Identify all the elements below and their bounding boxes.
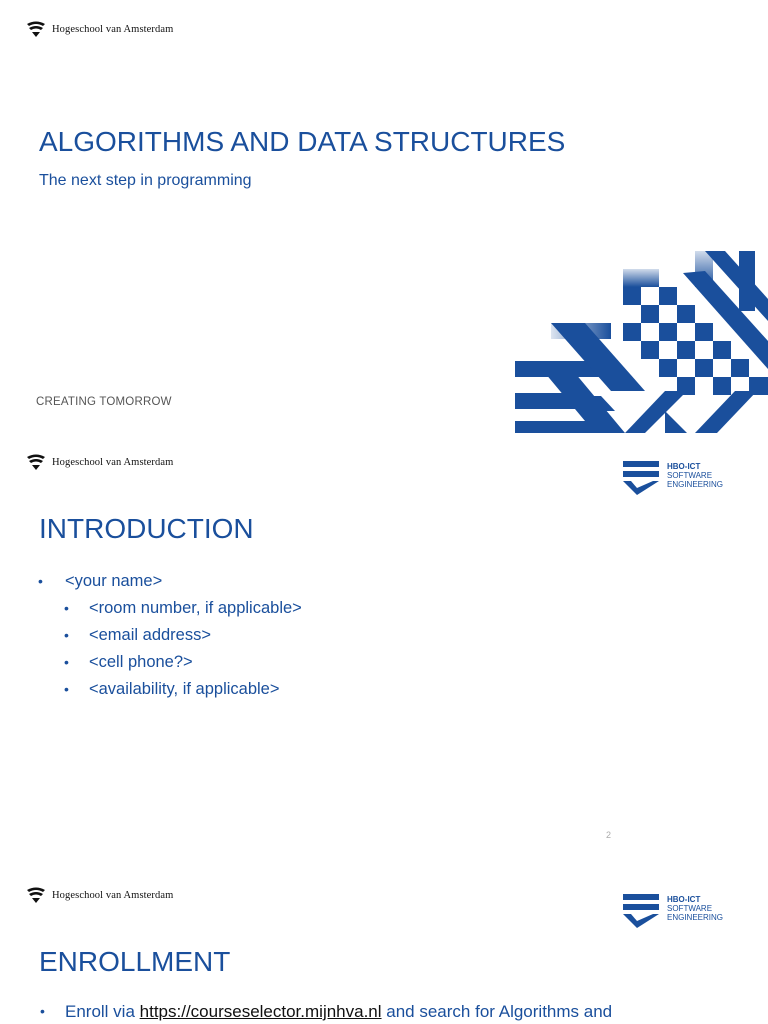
hbo-ict-badge xyxy=(623,894,723,928)
hva-emblem-icon xyxy=(26,886,46,904)
hva-logo xyxy=(26,20,173,38)
slide-enrollment xyxy=(0,866,768,1024)
slide-title: INTRODUCTION xyxy=(39,513,254,544)
hbo-ict-logo-icon xyxy=(623,894,659,928)
page-title: ALGORITHMS AND DATA STRUCTURES xyxy=(39,126,566,157)
enroll-bullet xyxy=(65,1002,612,1022)
decorative-pattern xyxy=(515,251,768,433)
hva-emblem-icon xyxy=(26,20,46,38)
enroll-suffix: and search for Algorithms and xyxy=(381,1002,613,1021)
slide-introduction xyxy=(0,433,768,866)
school-name: Hogeschool van Amsterdam xyxy=(52,889,174,901)
hbo-ict-badge xyxy=(623,461,723,495)
school-name: Hogeschool van Amsterdam xyxy=(52,23,174,35)
list-item: • <your name> xyxy=(38,570,302,597)
hbo-ict-logo-icon xyxy=(623,461,659,495)
badge-line-3: ENGINEERING xyxy=(667,913,724,922)
badge-text xyxy=(667,461,723,489)
courseselector-link[interactable]: https://courseselector.mijnhva.nl xyxy=(139,1002,382,1021)
list-item: • <room number, if applicable> xyxy=(38,597,302,624)
slide-title xyxy=(0,0,768,433)
badge-line-3: ENGINEERING xyxy=(667,480,724,489)
badge-line-2: SOFTWARE xyxy=(667,471,713,480)
slide-title: ENROLLMENT xyxy=(39,946,231,977)
school-name: Hogeschool van Amsterdam xyxy=(52,456,174,468)
list-item: • <availability, if applicable> xyxy=(38,678,302,705)
badge-line-1: HBO-ICT xyxy=(667,895,701,904)
list-item: • <cell phone?> xyxy=(38,651,302,678)
badge-text xyxy=(667,894,723,922)
hva-logo xyxy=(26,453,173,471)
hva-logo xyxy=(26,886,173,904)
enroll-prefix: Enroll via xyxy=(65,1002,140,1021)
page-subtitle: The next step in programming xyxy=(39,172,252,189)
tagline: CREATING TOMORROW xyxy=(36,396,172,408)
badge-line-2: SOFTWARE xyxy=(667,904,713,913)
badge-line-1: HBO-ICT xyxy=(667,462,701,471)
hva-emblem-icon xyxy=(26,453,46,471)
page-number: 2 xyxy=(606,830,612,840)
list-item: • <email address> xyxy=(38,624,302,651)
intro-list xyxy=(38,570,302,705)
